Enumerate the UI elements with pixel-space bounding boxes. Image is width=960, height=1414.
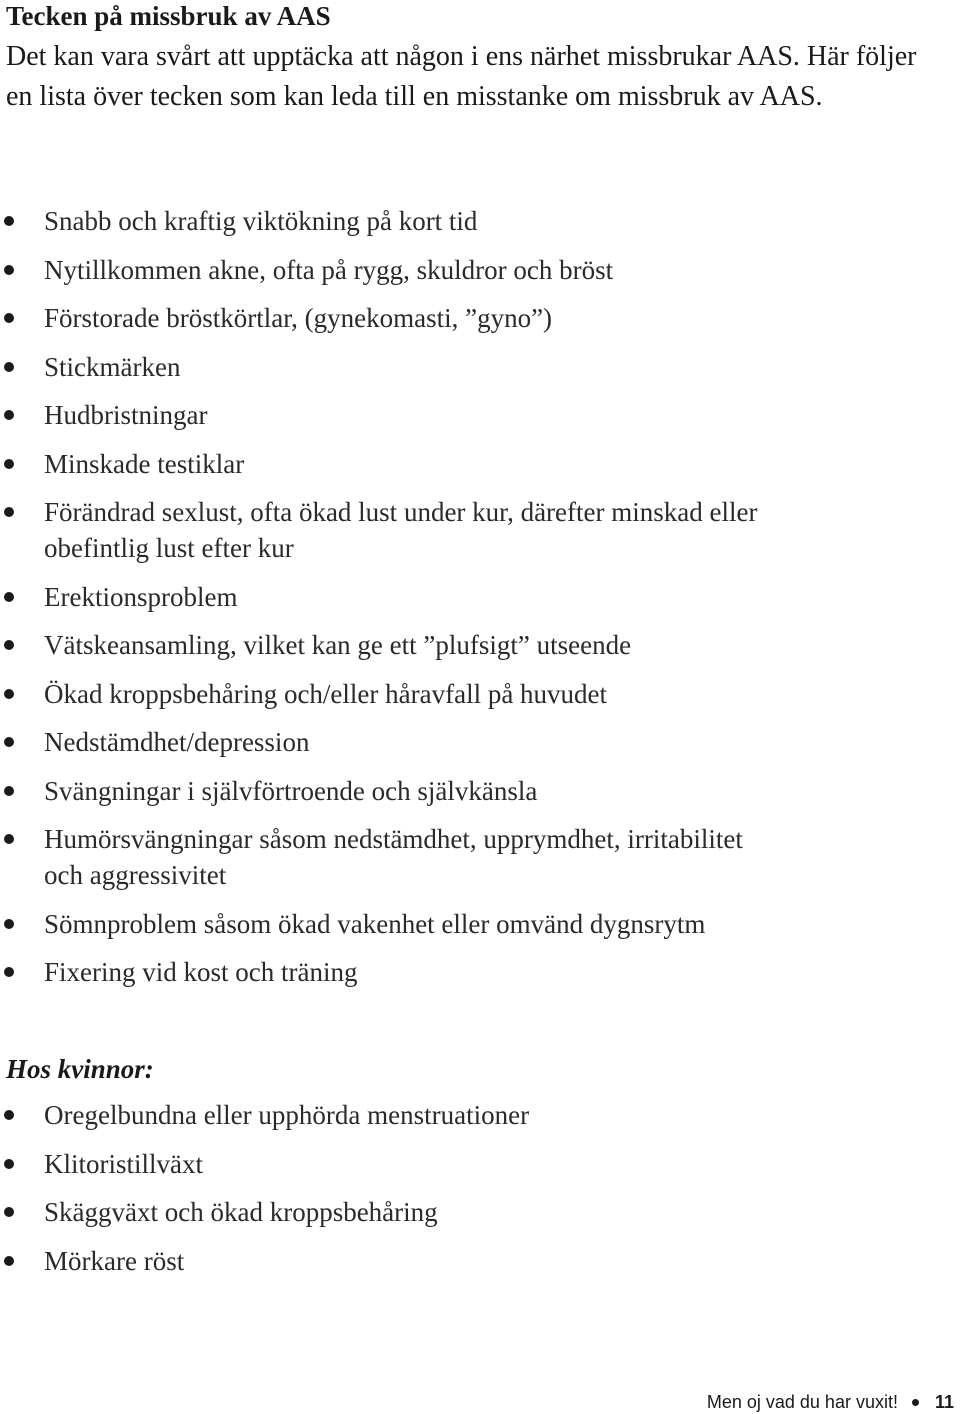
bullet-icon [4,362,14,372]
list-item [0,1194,940,1230]
list-item-text: Stickmärken [44,351,181,382]
bullet-icon [912,1399,919,1406]
list-item [0,1097,940,1133]
footer-title: Men oj vad du har vuxit! [706,1392,898,1412]
list-item-text: Skäggväxt och ökad kroppsbehåring [44,1197,438,1227]
list-item [0,349,940,385]
bullet-icon [4,919,14,929]
bullet-icon [4,737,14,747]
list-item [0,203,940,239]
list-item [0,724,940,760]
list-item-text: Nedstämdhet/depression [44,727,310,757]
bullet-icon [4,967,14,977]
bullet-icon [4,786,14,796]
list-item [0,1243,940,1279]
bullet-icon [4,313,14,323]
bullet-icon [4,507,14,517]
list-item-text: Mörkare röst [44,1245,185,1276]
list-item-text: Vätskeansamling, vilket kan ge ett ”plufsigt” utseende [44,630,632,660]
intro-paragraph: Det kan vara svårt att upptäcka att någon i ens närhet missbrukar AAS. Här följer en lista över tecken som kan leda till en misstanke om missbruk av AAS. [6,41,917,112]
list-item-text: Klitoristillväxt [44,1148,203,1179]
bullet-icon [4,1159,14,1169]
page-number: 11 [934,1392,954,1412]
list-item-text: Erektionsproblem [44,581,238,612]
list-item [0,676,940,712]
list-item [0,821,940,893]
list-item [0,252,940,288]
list-item [0,300,940,336]
women-heading: Hos kvinnor: [6,1054,154,1084]
list-item-text: Humörsvängningar såsom nedstämdhet, upprymdhet, irritabilitet och aggressivitet [44,824,743,890]
list-item [0,446,940,482]
bullet-icon [4,689,14,699]
page-footer [707,1390,954,1414]
list-item-text: Förstorade bröstkörtlar, (gynekomasti, ”gyno”) [44,303,553,333]
list-item [0,579,940,615]
list-item-text: Nytillkommen akne, ofta på rygg, skuldror och bröst [44,254,614,285]
list-item [0,494,940,566]
list-item [0,397,940,433]
bullet-icon [4,410,14,420]
list-item-text: Oregelbundna eller upphörda menstruationer [44,1100,530,1130]
bullet-icon [4,1110,14,1120]
list-item-text: Minskade testiklar [44,448,245,479]
bullet-icon [4,1256,14,1266]
list-item-text: Förändrad sexlust, ofta ökad lust under kur, därefter minskad eller obefintlig lust efter kur [44,497,758,563]
signs-list [0,203,940,1003]
list-item-text: Hudbristningar [44,400,208,430]
bullet-icon [4,216,14,226]
list-item-text: Fixering vid kost och träning [44,957,358,987]
bullet-icon [4,592,14,602]
list-item [0,627,940,663]
page-heading: Tecken på missbruk av AAS [6,1,331,31]
women-signs-list [0,1097,940,1291]
list-item [0,1146,940,1182]
list-item-text: Snabb och kraftig viktökning på kort tid [44,206,478,236]
bullet-icon [4,834,14,844]
list-item [0,906,940,942]
bullet-icon [4,1207,14,1217]
list-item-text: Svängningar i självförtroende och självkänsla [44,775,538,806]
list-item-text: Ökad kroppsbehåring och/eller håravfall på huvudet [44,678,608,709]
bullet-icon [4,640,14,650]
list-item-text: Sömnproblem såsom ökad vakenhet eller omvänd dygnsrytm [44,908,706,939]
list-item [0,773,940,809]
bullet-icon [4,265,14,275]
list-item [0,954,940,990]
bullet-icon [4,459,14,469]
